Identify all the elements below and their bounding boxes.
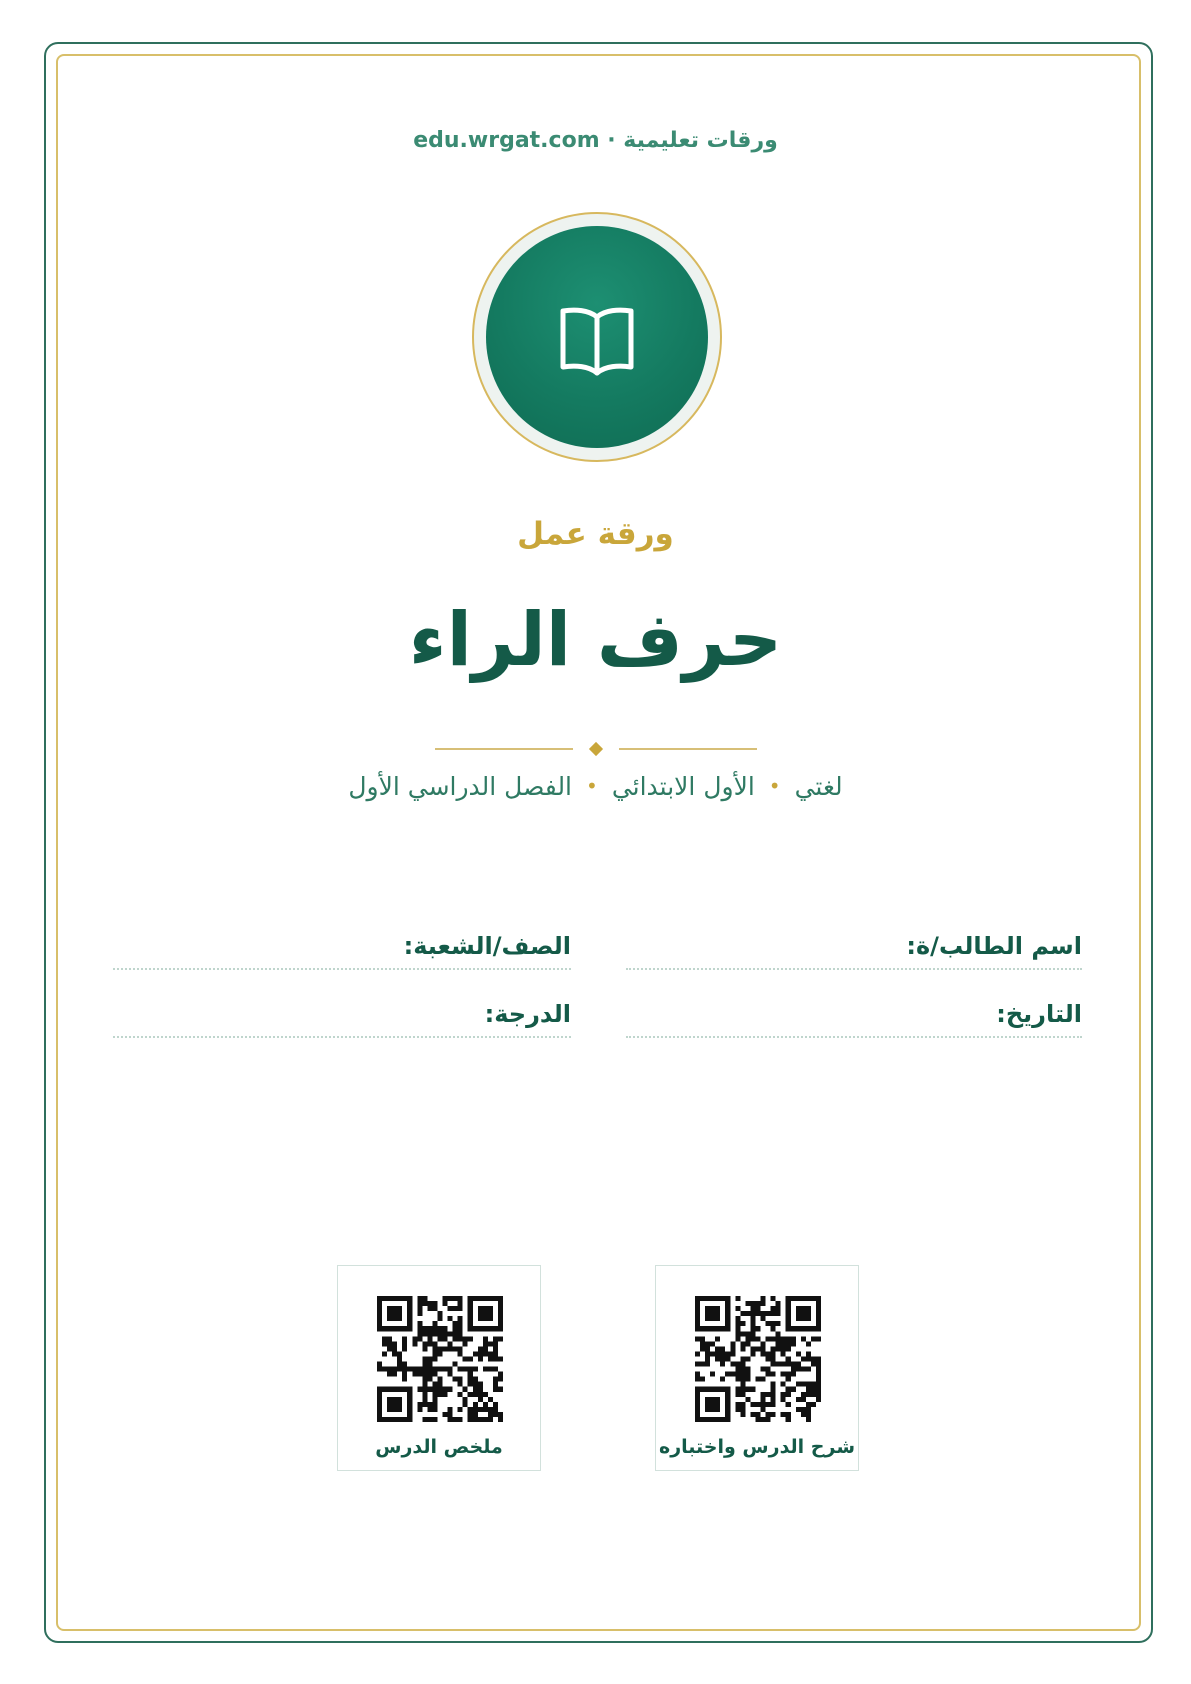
- class-section-field[interactable]: [113, 928, 571, 970]
- grade-label: الأول الابتدائي: [611, 772, 755, 801]
- open-book-icon: [547, 287, 647, 387]
- ornament-divider: [435, 742, 757, 756]
- student-name-field[interactable]: [626, 928, 1082, 970]
- student-name-label: اسم الطالب/ة:: [906, 932, 1082, 960]
- qr-label: ملخص الدرس: [375, 1436, 503, 1458]
- qr-code-icon: [695, 1296, 821, 1422]
- emblem-circle: [486, 226, 708, 448]
- class-section-label: الصف/الشعبة:: [403, 932, 571, 960]
- bullet-icon: •: [586, 774, 598, 798]
- site-header: ورقات تعليمية · edu.wrgat.com: [413, 128, 778, 153]
- worksheet-kicker: ورقة عمل: [517, 516, 674, 552]
- divider-line: [435, 748, 573, 750]
- qr-code-icon: [377, 1296, 503, 1422]
- date-field[interactable]: [626, 996, 1082, 1038]
- date-label: التاريخ:: [996, 1000, 1082, 1028]
- grade-score-field[interactable]: [113, 996, 571, 1038]
- subject-label: لغتي: [794, 772, 843, 801]
- grade-score-label: الدرجة:: [484, 1000, 571, 1028]
- qr-card-lesson-explanation[interactable]: [655, 1265, 859, 1471]
- term-label: الفصل الدراسي الأول: [348, 772, 573, 801]
- divider-line: [619, 748, 757, 750]
- meta-line: [0, 772, 1191, 801]
- diamond-icon: [589, 742, 603, 756]
- page-title: حرف الراء: [408, 597, 783, 683]
- qr-label: شرح الدرس واختباره: [658, 1436, 856, 1458]
- bullet-icon: •: [768, 774, 781, 798]
- qr-card-lesson-summary[interactable]: [337, 1265, 541, 1471]
